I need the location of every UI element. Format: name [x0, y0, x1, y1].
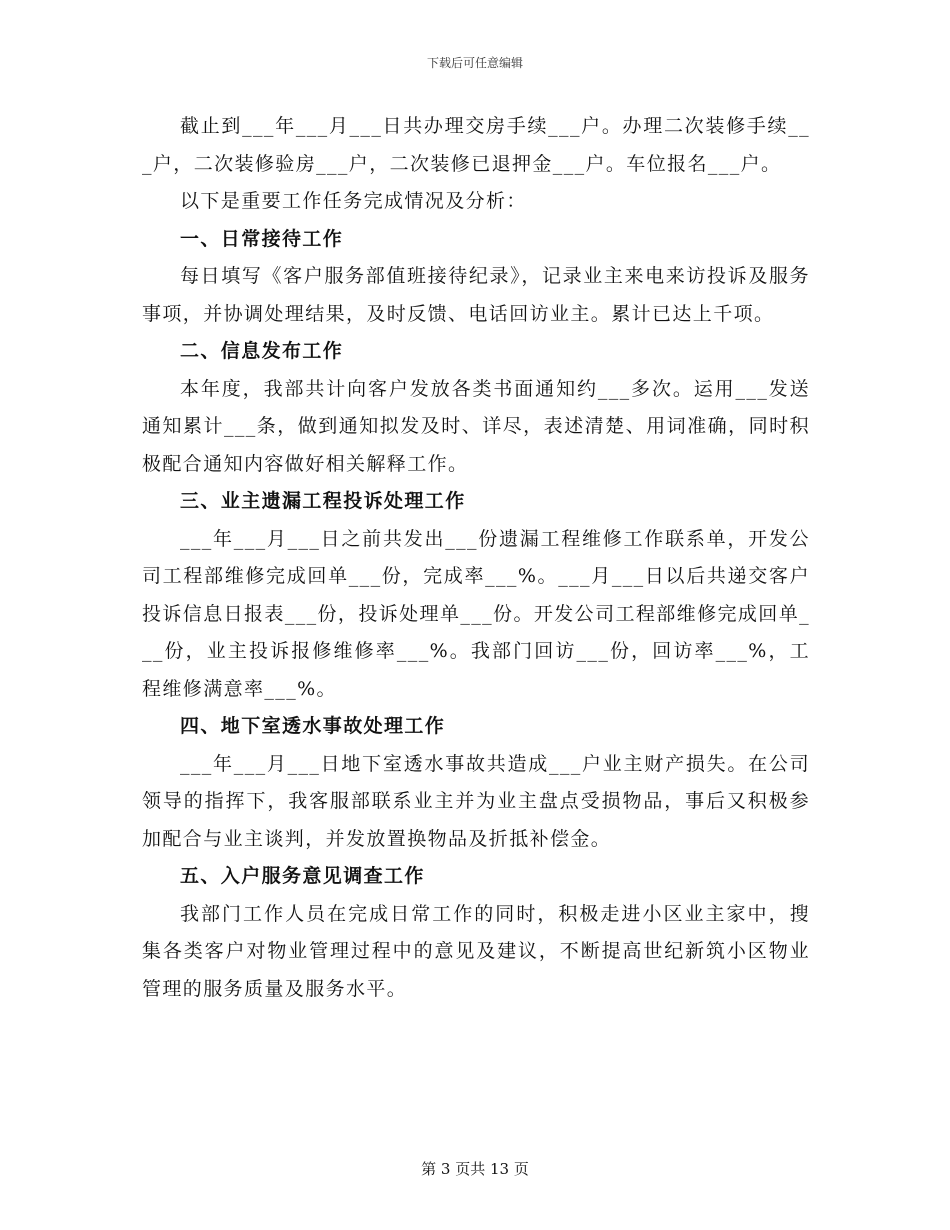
section-heading-5: 五、入户服务意见调查工作	[180, 865, 425, 887]
section-heading-4: 四、地下室透水事故处理工作	[180, 715, 446, 737]
section-body-4: ___年___月___日地下室透水事故共造成___户业主财产损失。在公司领导的指挥下，我客服部联系业主并为业主盘点受损物品，事后又积极参加配合与业主谈判，并发放置换物品及折抵补偿金。	[142, 752, 810, 850]
section-body-3: ___年___月___日之前共发出___份遗漏工程维修工作联系单，开发公司工程部维修完成回单___份，完成率___%。___月___日以后共递交客户投诉信息日报表___份，投诉处理单___份。开发公司工程部维修完成回单___份，业主投诉报修维修率___%。我部门回访___份，回访率___%，工程维修满意率___%。	[142, 527, 810, 700]
page-footer: 第 3 页共 13 页	[421, 1160, 529, 1178]
page-header: 下载后可任意编辑	[426, 56, 523, 70]
intro-paragraph-2: 以下是重要工作任务完成情况及分析：	[180, 190, 527, 212]
section-heading-1: 一、日常接待工作	[180, 227, 344, 250]
intro-paragraph-1: 截止到___年___月___日共办理交房手续___户。办理二次装修手续___户，二次装修验房___户，二次装修已退押金___户。车位报名___户。	[142, 115, 810, 175]
section-body-5: 我部门工作人员在完成日常工作的同时，积极走进小区业主家中，搜集各类客户对物业管理过程中的意见及建议，不断提高世纪新筑小区物业管理的服务质量及服务水平。	[142, 902, 810, 1000]
section-body-1: 每日填写《客户服务部值班接待纪录》，记录业主来电来访投诉及服务事项，并协调处理结果，及时反馈、电话回访业主。累计已达上千项。	[142, 265, 810, 325]
document-body	[142, 108, 810, 1008]
section-heading-3: 三、业主遗漏工程投诉处理工作	[180, 490, 466, 512]
section-heading-2: 二、信息发布工作	[180, 340, 344, 362]
section-body-2: 本年度，我部共计向客户发放各类书面通知约___多次。运用___发送通知累计___条，做到通知拟发及时、详尽，表述清楚、用词准确，同时积极配合通知内容做好相关解释工作。	[142, 377, 810, 475]
